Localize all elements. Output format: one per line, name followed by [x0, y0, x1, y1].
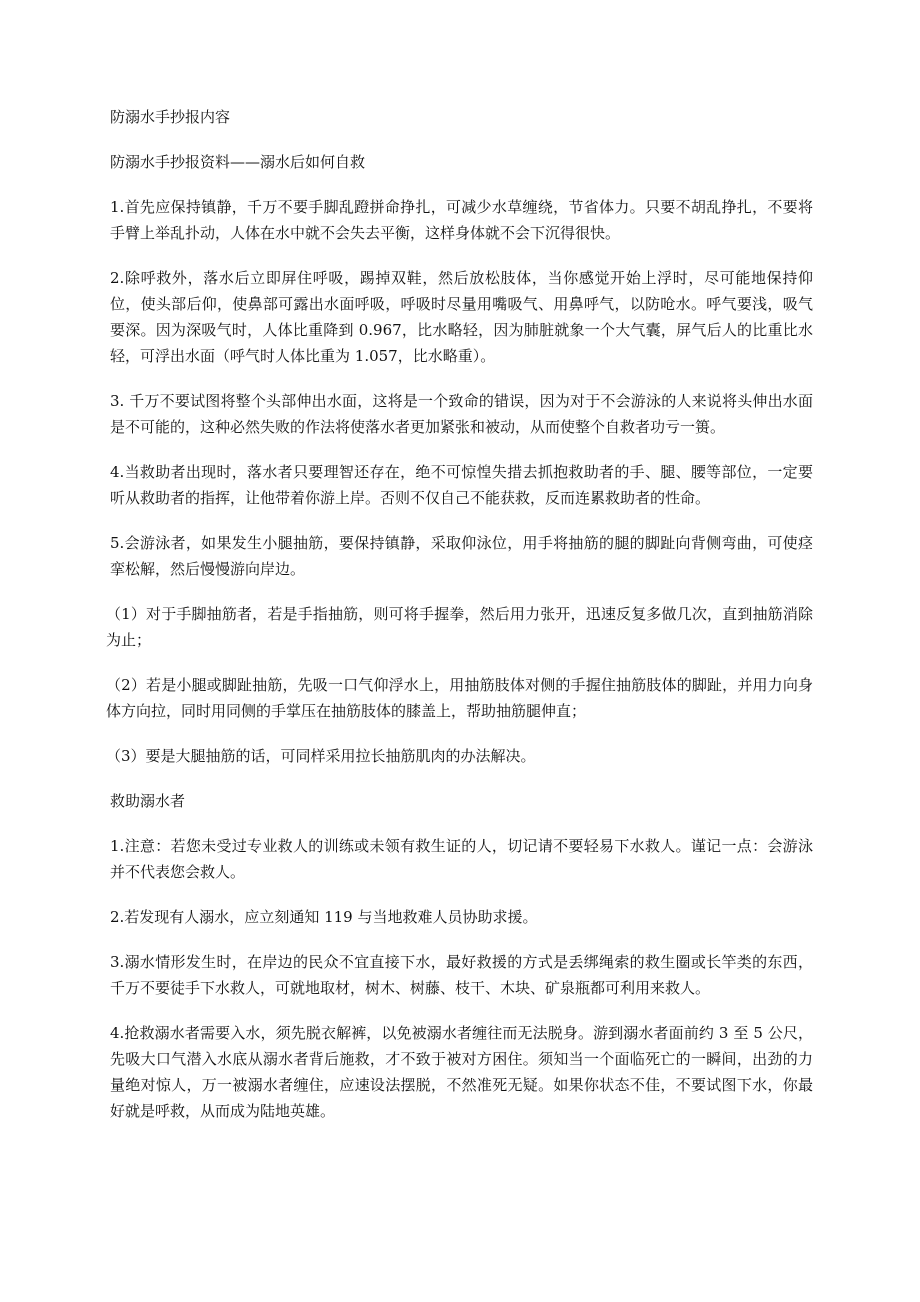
document-body [106, 104, 813, 1143]
rescue-item-4: 4.抢救溺水者需要入水，须先脱衣解裤，以免被溺水者缠往而无法脱身。游到溺水者面前约 3 至 5 公尺，先吸大口气潜入水底从溺水者背后施救，才不致于被对方困住。须知当一个面临死亡的一瞬间，出劲的力量绝对惊人，万一被溺水者缠住，应速设法摆脱，不然准死无疑。如果你状态不佳，不要试图下水，你最好就是呼救，从而成为陆地英雄。 [110, 1024, 813, 1120]
self-rescue-item-2: 2.除呼救外，落水后立即屏住呼吸，踢掉双鞋，然后放松肢体，当你感觉开始上浮时，尽可能地保持仰位，使头部后仰，使鼻部可露出水面呼吸，呼吸时尽量用嘴吸气、用鼻呼气，以防呛水。呼气要浅，吸气要深。因为深吸气时，人体比重降到 0.967，比水略轻，因为肺脏就象一个大气囊，屏气后人的比重比水轻，可浮出水面（呼气时人体比重为 1.057，比水略重）。 [110, 269, 813, 365]
document-title: 防溺水手抄报内容 [110, 108, 231, 126]
rescue-item-3: 3.溺水情形发生时，在岸边的民众不宜直接下水，最好救援的方式是丢绑绳索的救生圈或长竿类的东西，千万不要徒手下水救人，可就地取材，树木、树藤、枝干、木块、矿泉瓶都可利用来救人。 [110, 953, 813, 997]
self-rescue-item-1: 1.首先应保持镇静，千万不要手脚乱蹬拼命挣扎，可减少水草缠绕，节省体力。只要不胡乱挣扎，不要将手臂上举乱扑动，人体在水中就不会失去平衡，这样身体就不会下沉得很快。 [110, 198, 813, 242]
rescue-item-1: 1.注意：若您未受过专业救人的训练或未领有救生证的人，切记请不要轻易下水救人。谨记一点：会游泳并不代表您会救人。 [110, 837, 813, 881]
self-rescue-item-5: 5.会游泳者，如果发生小腿抽筋，要保持镇静，采取仰泳位，用手将抽筋的腿的脚趾向背侧弯曲，可使痉挛松解，然后慢慢游向岸边。 [110, 534, 813, 578]
cramp-tip-1: （1）对于手脚抽筋者，若是手指抽筋，则可将手握拳，然后用力张开，迅速反复多做几次，直到抽筋消除为止； [106, 605, 813, 649]
document-subtitle: 防溺水手抄报资料——溺水后如何自救 [110, 153, 366, 171]
rescue-heading: 救助溺水者 [110, 792, 186, 810]
self-rescue-item-4: 4.当救助者出现时，落水者只要理智还存在，绝不可惊惶失措去抓抱救助者的手、腿、腰等部位，一定要听从救助者的指挥，让他带着你游上岸。否则不仅自己不能获救，反而连累救助者的性命。 [110, 463, 813, 507]
cramp-tip-2: （2）若是小腿或脚趾抽筋，先吸一口气仰浮水上，用抽筋肢体对侧的手握住抽筋肢体的脚趾，并用力向身体方向拉，同时用同侧的手掌压在抽筋肢体的膝盖上，帮助抽筋腿伸直； [106, 676, 813, 720]
cramp-tip-3: （3）要是大腿抽筋的话，可同样采用拉长抽筋肌肉的办法解决。 [106, 747, 536, 765]
rescue-item-2: 2.若发现有人溺水，应立刻通知 119 与当地救难人员协助求援。 [110, 908, 538, 926]
self-rescue-item-3: 3. 千万不要试图将整个头部伸出水面，这将是一个致命的错误，因为对于不会游泳的人来说将头伸出水面是不可能的，这种必然失败的作法将使落水者更加紧张和被动，从而使整个自救者功亏一篑。 [110, 392, 813, 436]
